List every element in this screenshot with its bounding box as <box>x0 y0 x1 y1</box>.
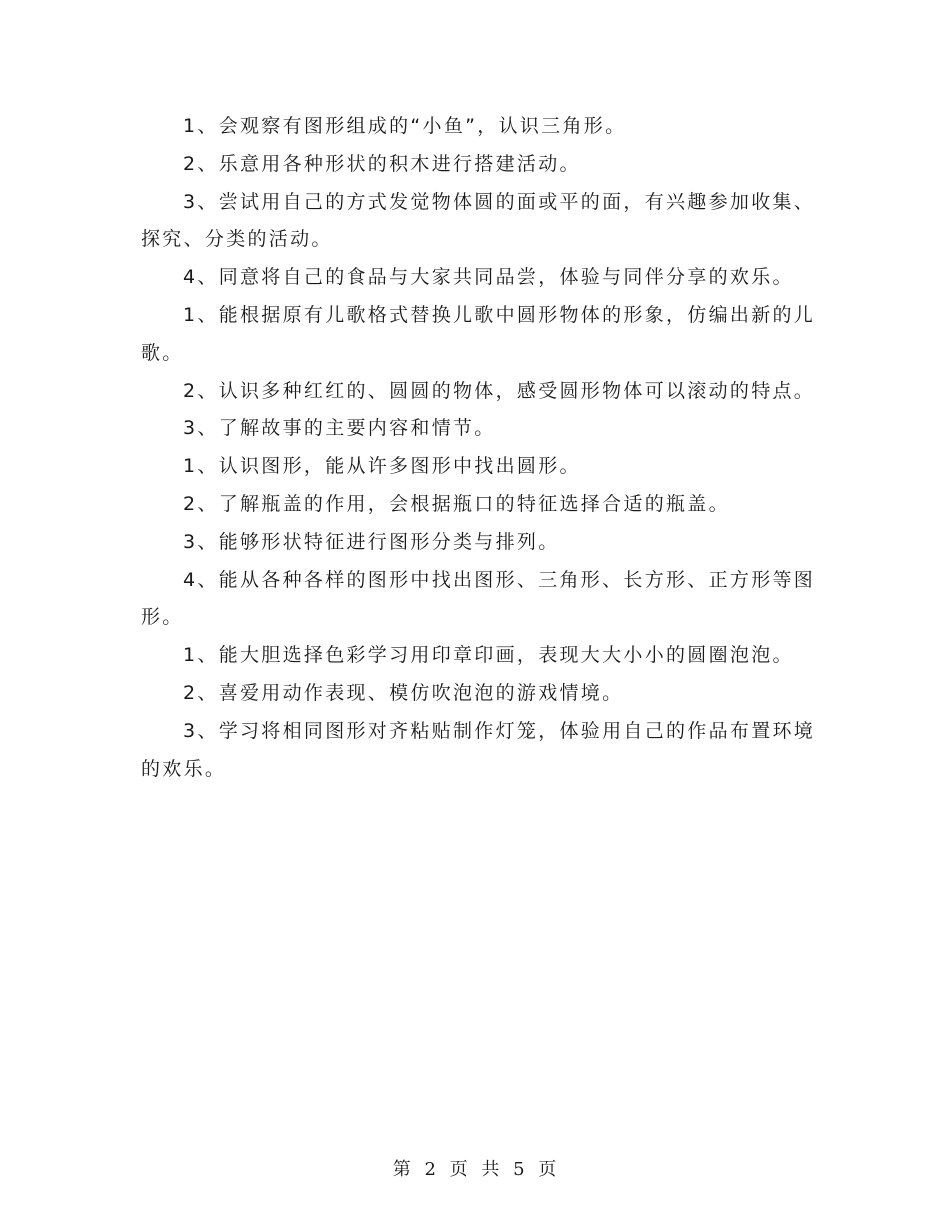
paragraph: 1、会观察有图形组成的“小鱼”，认识三角形。 <box>183 115 627 137</box>
page-footer <box>0 1155 950 1181</box>
paragraph: 1、能大胆选择色彩学习用印章印画，表现大大小小的圆圈泡泡。 <box>183 644 794 667</box>
current-page-number: 2 <box>424 1159 437 1180</box>
paragraph: 3、了解故事的主要内容和情节。 <box>183 417 496 440</box>
total-unit-label: 页 <box>538 1159 558 1180</box>
paragraph: 2、乐意用各种形状的积木进行搭建活动。 <box>183 152 581 175</box>
paragraph: 3、尝试用自己的方式发觉物体圆的面或平的面，有兴趣参加收集、探究、分类的活动。 <box>141 190 816 251</box>
paragraph: 2、认识多种红红的、圆圆的物体，感受圆形物体可以滚动的特点。 <box>183 379 816 402</box>
document-body <box>141 108 826 788</box>
paragraph: 2、喜爱用动作表现、模仿吹泡泡的游戏情境。 <box>183 681 624 704</box>
paragraph: 3、能够形状特征进行图形分类与排列。 <box>183 530 560 553</box>
paragraph: 1、认识图形，能从许多图形中找出圆形。 <box>183 455 581 478</box>
page-label: 第 <box>392 1159 412 1180</box>
paragraph: 4、同意将自己的食品与大家共同品尝，体验与同伴分享的欢乐。 <box>183 266 794 289</box>
paragraph: 4、能从各种各样的图形中找出图形、三角形、长方形、正方形等图形。 <box>141 568 816 629</box>
paragraph: 3、学习将相同图形对齐粘贴制作灯笼，体验用自己的作品布置环境的欢乐。 <box>141 719 816 780</box>
total-label: 共 <box>481 1159 501 1180</box>
paragraph: 2、了解瓶盖的作用，会根据瓶口的特征选择合适的瓶盖。 <box>183 492 730 515</box>
page-unit-label: 页 <box>449 1159 469 1180</box>
paragraph: 1、能根据原有儿歌格式替换儿歌中圆形物体的形象，仿编出新的儿歌。 <box>141 303 816 364</box>
total-pages-number: 5 <box>513 1159 526 1180</box>
